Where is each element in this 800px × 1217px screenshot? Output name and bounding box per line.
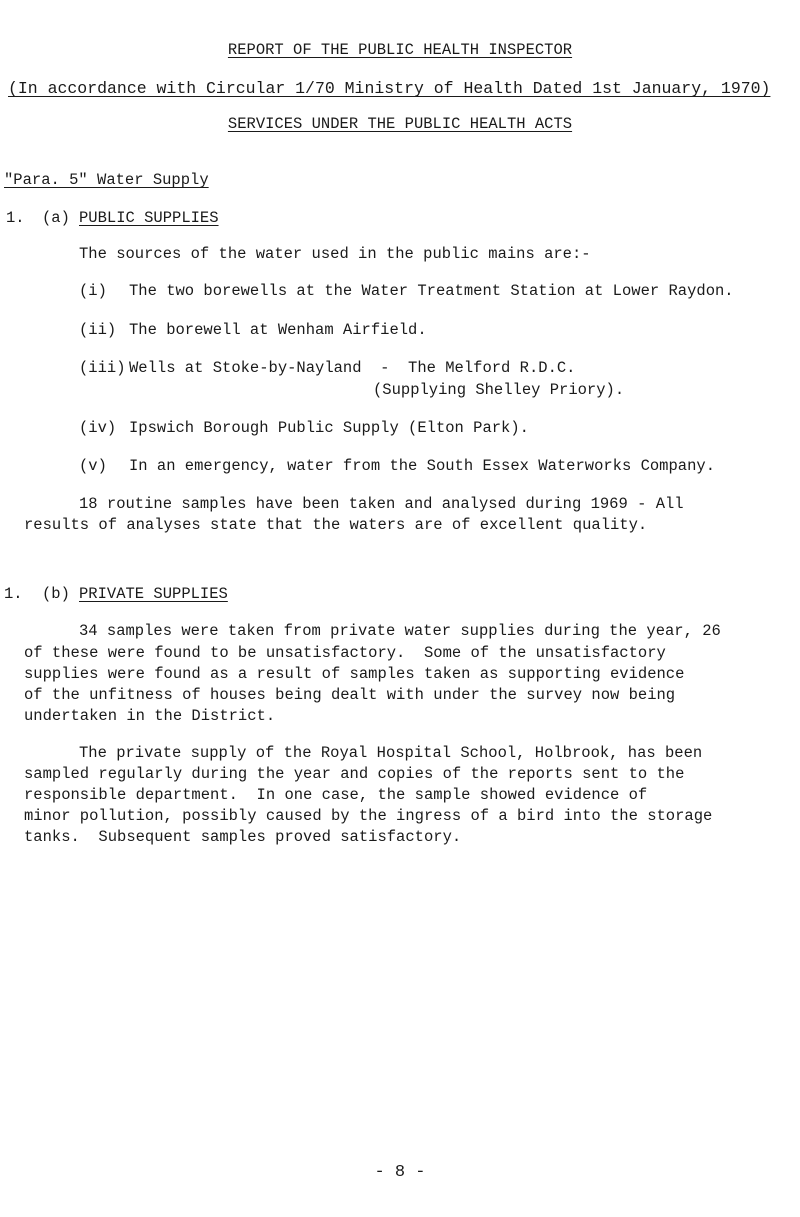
section-label-b: (b) bbox=[42, 585, 70, 603]
source-item-num: (v) bbox=[79, 457, 107, 475]
private-para2-line: sampled regularly during the year and copies of the reports sent to the bbox=[24, 765, 685, 783]
private-para2-line: The private supply of the Royal Hospital School, Holbrook, has been bbox=[79, 744, 703, 762]
source-item-text: The two borewells at the Water Treatment Station at Lower Raydon. bbox=[129, 282, 734, 300]
private-para2-line: tanks. Subsequent samples proved satisfactory. bbox=[24, 828, 462, 846]
source-item-text: The borewell at Wenham Airfield. bbox=[129, 321, 427, 339]
section-number-b: 1. bbox=[4, 585, 23, 603]
source-item-num: (iv) bbox=[79, 419, 117, 437]
source-item-num: (i) bbox=[79, 282, 107, 300]
private-para2-line: minor pollution, possibly caused by the ingress of a bird into the storage bbox=[24, 807, 713, 825]
source-item-text: In an emergency, water from the South Essex Waterworks Company. bbox=[129, 457, 715, 475]
para-heading: "Para. 5" Water Supply bbox=[4, 171, 209, 189]
services-heading: SERVICES UNDER THE PUBLIC HEALTH ACTS bbox=[227, 115, 573, 133]
private-para2-line: responsible department. In one case, the sample showed evidence of bbox=[24, 786, 648, 804]
section-label-a: (a) bbox=[42, 209, 70, 227]
sources-intro: The sources of the water used in the public mains are:- bbox=[79, 245, 591, 263]
source-item-text: Ipswich Borough Public Supply (Elton Park). bbox=[129, 419, 529, 437]
private-para1-line: supplies were found as a result of samples taken as supporting evidence bbox=[24, 665, 685, 683]
public-supplies-heading: PUBLIC SUPPLIES bbox=[79, 209, 219, 227]
source-item-text-continued: (Supplying Shelley Priory). bbox=[373, 381, 625, 399]
report-title: REPORT OF THE PUBLIC HEALTH INSPECTOR bbox=[227, 41, 573, 59]
samples-text-line: 18 routine samples have been taken and analysed during 1969 - All bbox=[79, 495, 684, 513]
samples-text-line: results of analyses state that the waters are of excellent quality. bbox=[24, 516, 648, 534]
private-para1-line: 34 samples were taken from private water supplies during the year, 26 bbox=[79, 622, 721, 640]
source-item-num: (ii) bbox=[79, 321, 117, 339]
source-item-num: (iii) bbox=[79, 359, 126, 377]
private-para1-line: undertaken in the District. bbox=[24, 707, 276, 725]
source-item-text: Wells at Stoke-by-Nayland - The Melford R.D.C. bbox=[129, 359, 576, 377]
section-number-a: 1. bbox=[6, 209, 25, 227]
page-number: - 8 - bbox=[374, 1163, 426, 1182]
private-para1-line: of the unfitness of houses being dealt with under the survey now being bbox=[24, 686, 676, 704]
private-supplies-heading: PRIVATE SUPPLIES bbox=[79, 585, 228, 603]
circular-subtitle: (In accordance with Circular 1/70 Ministry of Health Dated 1st January, 1970) bbox=[8, 79, 771, 98]
private-para1-line: of these were found to be unsatisfactory. Some of the unsatisfactory bbox=[24, 644, 666, 662]
